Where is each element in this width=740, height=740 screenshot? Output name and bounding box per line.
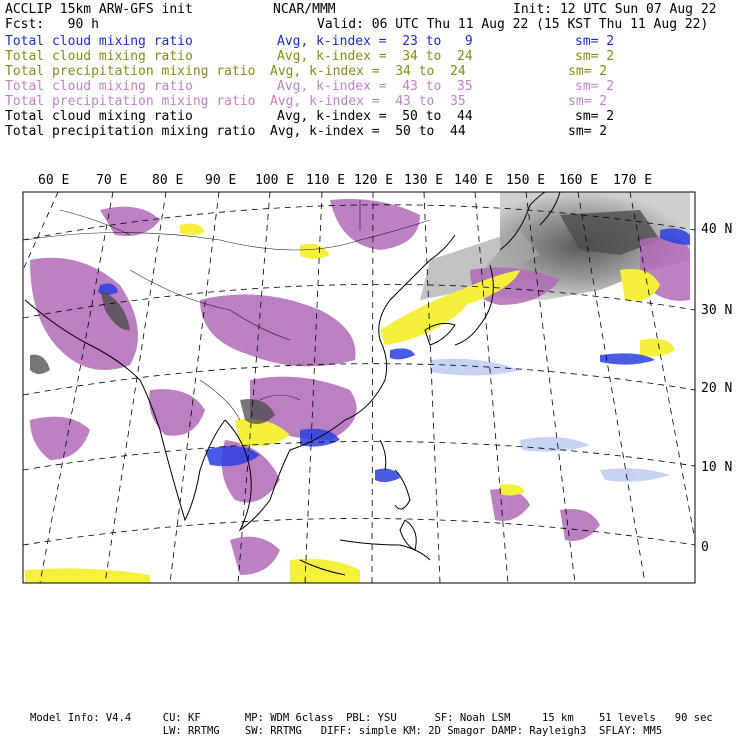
lon-label: 120 E xyxy=(354,173,394,188)
field-avg: Avg, k-index = 50 to 44 xyxy=(277,109,473,124)
init-time: Init: 12 UTC Sun 07 Aug 22 xyxy=(513,2,717,17)
lon-label: 60 E xyxy=(38,173,70,188)
lon-label: 90 E xyxy=(205,173,237,188)
field-sm: sm= 2 xyxy=(575,79,615,94)
field-name: Total precipitation mixing ratio xyxy=(5,124,256,139)
lon-label: 70 E xyxy=(96,173,128,188)
field-avg: Avg, k-index = 43 to 35 xyxy=(277,79,473,94)
field-avg: Avg, k-index = 34 to 24 xyxy=(277,49,473,64)
lon-label: 110 E xyxy=(306,173,346,188)
lon-label: 150 E xyxy=(506,173,546,188)
field-name: Total cloud mixing ratio xyxy=(5,109,193,124)
field-name: Total precipitation mixing ratio xyxy=(5,64,256,79)
lon-label: 140 E xyxy=(454,173,494,188)
lat-label: 40 N xyxy=(701,222,733,237)
field-avg: Avg, k-index = 50 to 44 xyxy=(270,124,466,139)
field-name: Total cloud mixing ratio xyxy=(5,79,193,94)
lat-label: 30 N xyxy=(701,303,733,318)
lon-label: 80 E xyxy=(152,173,184,188)
center-label: NCAR/MMM xyxy=(273,2,336,17)
field-sm: sm= 2 xyxy=(575,34,615,49)
forecast-hour: Fcst: 90 h xyxy=(5,17,99,32)
lon-label: 130 E xyxy=(404,173,444,188)
model-title: ACCLIP 15km ARW-GFS init xyxy=(5,2,193,17)
lon-label: 160 E xyxy=(559,173,599,188)
field-sm: sm= 2 xyxy=(575,109,615,124)
lon-label: 170 E xyxy=(613,173,653,188)
shaded-fields xyxy=(23,192,695,583)
lat-label: 0 xyxy=(701,540,709,555)
lat-label: 20 N xyxy=(701,381,733,396)
field-avg: Avg, k-index = 43 to 35 xyxy=(270,94,466,109)
field-avg: Avg, k-index = 34 to 24 xyxy=(270,64,466,79)
field-avg: Avg, k-index = 23 to 9 xyxy=(277,34,473,49)
field-name: Total cloud mixing ratio xyxy=(5,49,193,64)
field-name: Total cloud mixing ratio xyxy=(5,34,193,49)
valid-time: Valid: 06 UTC Thu 11 Aug 22 (15 KST Thu 11 Aug 22) xyxy=(317,17,709,32)
field-name: Total precipitation mixing ratio xyxy=(5,94,256,109)
field-sm: sm= 2 xyxy=(568,94,608,109)
model-info-line1: Model Info: V4.4 CU: KF MP: WDM 6class PBL: YSU SF: Noah LSM 15 km 51 levels 90 sec xyxy=(30,712,713,724)
model-info-line2: LW: RRTMG SW: RRTMG DIFF: simple KM: 2D Smagor DAMP: Rayleigh3 SFLAY: MM5 xyxy=(30,725,663,737)
lon-label: 100 E xyxy=(255,173,295,188)
field-sm: sm= 2 xyxy=(575,49,615,64)
field-sm: sm= 2 xyxy=(568,124,608,139)
field-sm: sm= 2 xyxy=(568,64,608,79)
lat-label: 10 N xyxy=(701,460,733,475)
